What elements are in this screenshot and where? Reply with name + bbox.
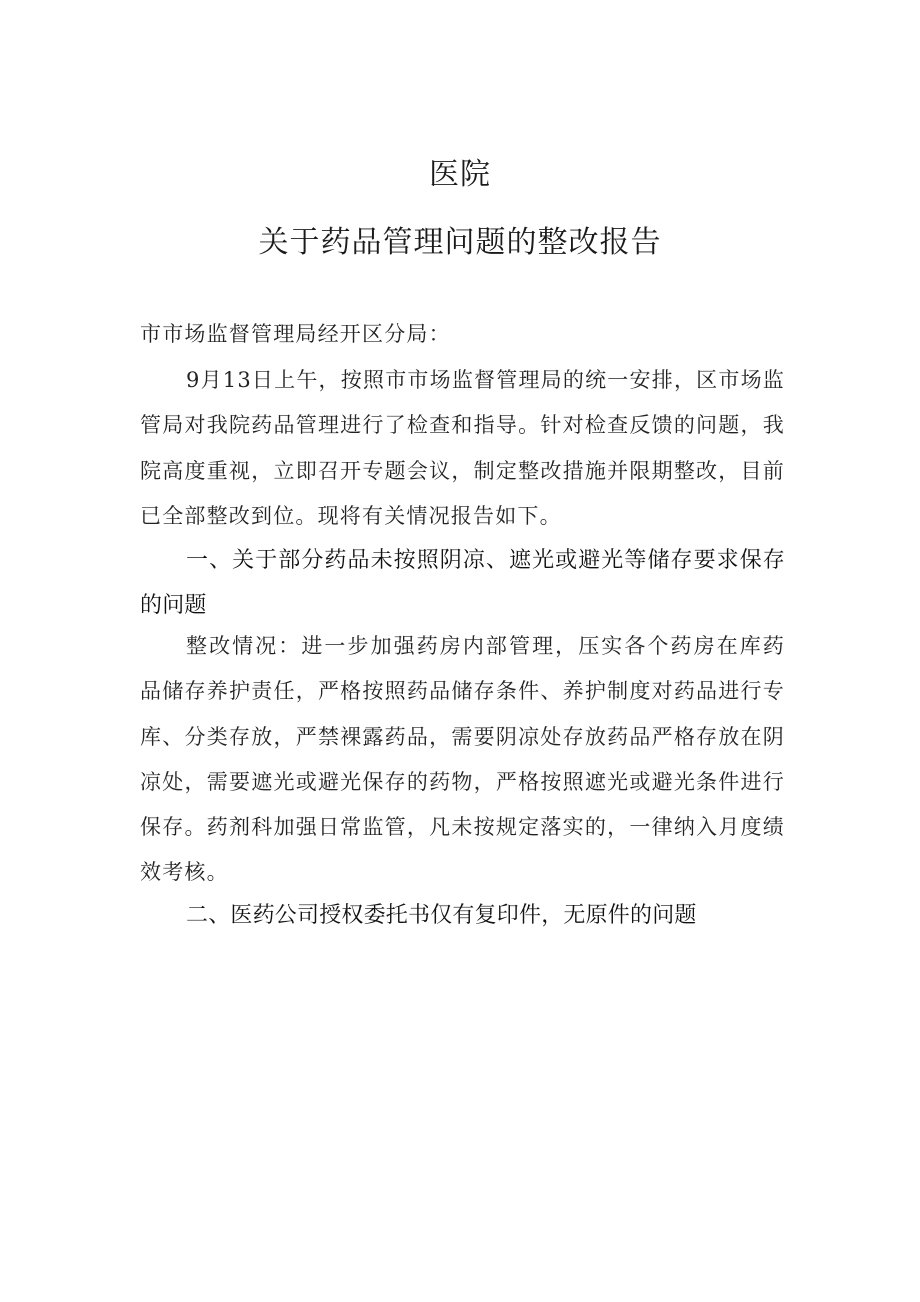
section-1-heading: 一、关于部分药品未按照阴凉、遮光或避光等储存要求保存的问题	[140, 548, 785, 619]
document-title-hospital: 医院	[429, 157, 491, 192]
document-title-report: 关于药品管理问题的整改报告	[258, 225, 662, 260]
salutation: 市市场监督管理局经开区分局：	[140, 322, 451, 346]
section-2-heading: 二、医药公司授权委托书仅有复印件，无原件的问题	[186, 903, 697, 928]
intro-paragraph: 9月13日上午，按照市市场监督管理局的统一安排，区市场监管局对我院药品管理进行了检查和指导。针对检查反馈的问题，我院高度重视，立即召开专题会议，制定整改措施并限期整改，目前已全部整改到位。现将有关情况报告如下。	[140, 368, 785, 528]
section-1-body: 整改情况：进一步加强药房内部管理，压实各个药房在库药品储存养护责任，严格按照药品储存条件、养护制度对药品进行专库、分类存放，严禁裸露药品，需要阴凉处存放药品严格存放在阴凉处，需要遮光或避光保存的药物，严格按照遮光或避光条件进行保存。药剂科加强日常监管，凡未按规定落实的，一律纳入月度绩效考核。	[140, 634, 785, 885]
